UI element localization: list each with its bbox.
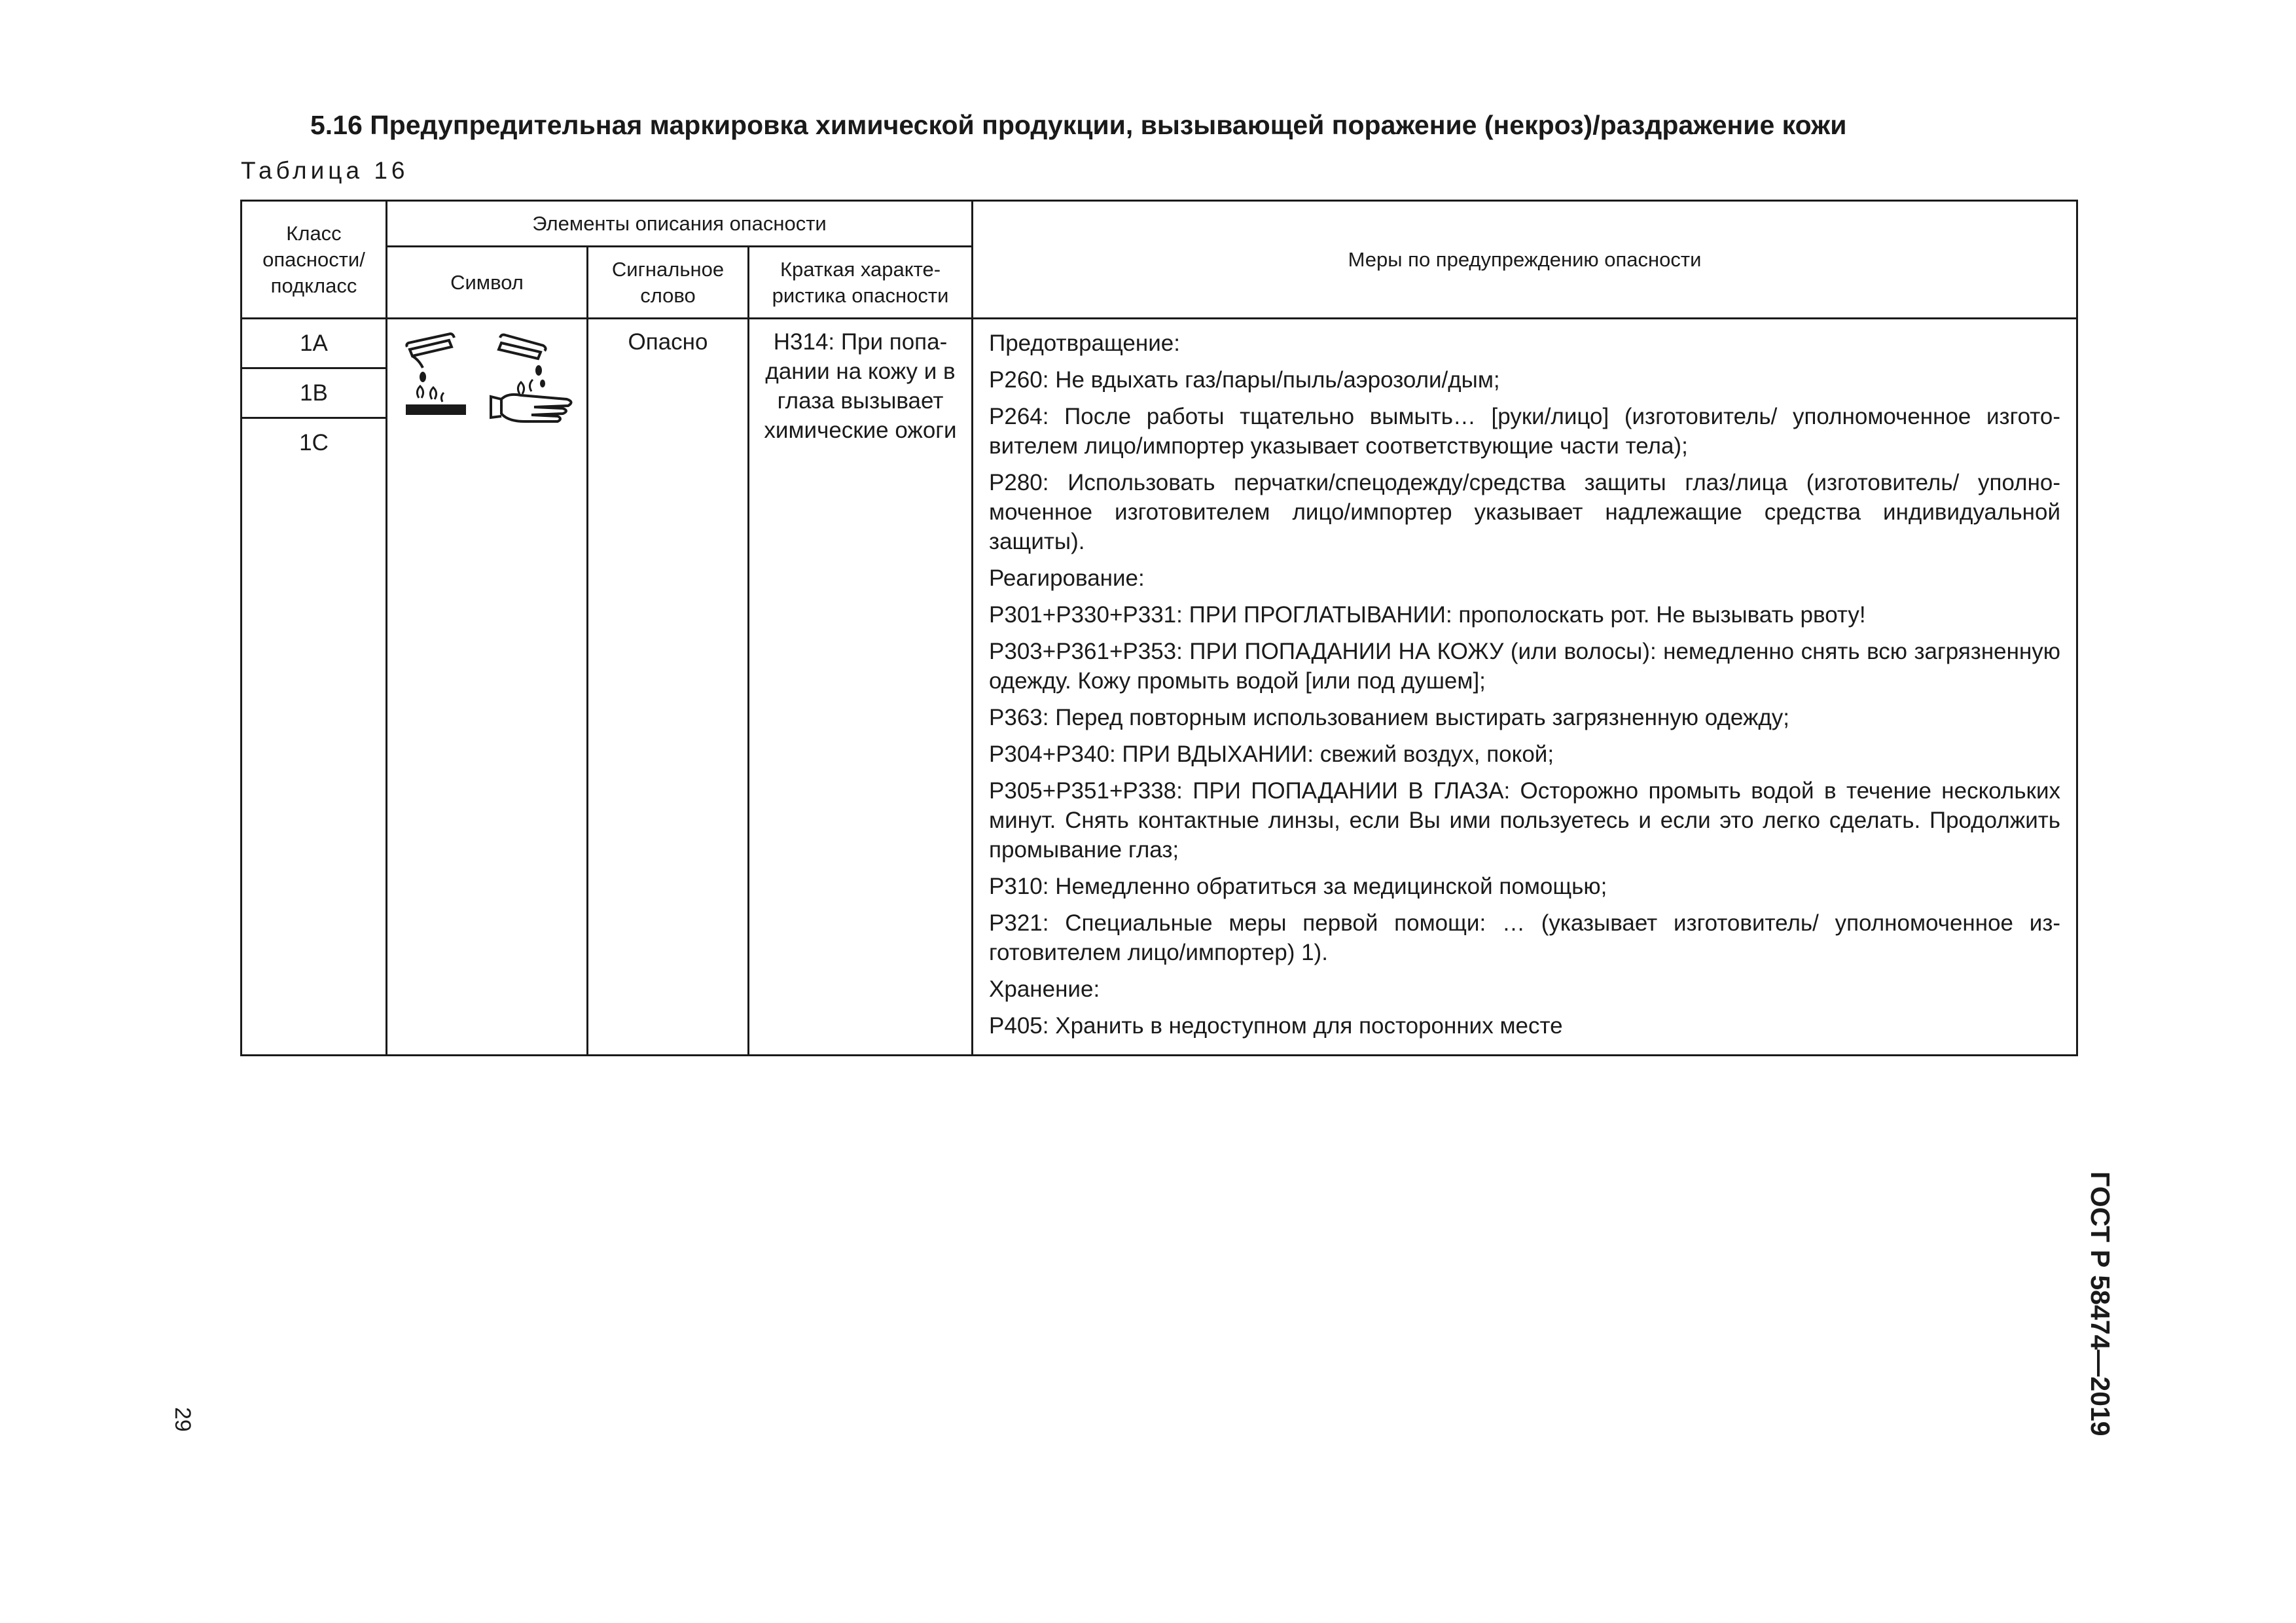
section-heading: 5.16 Предупредительная маркировка химической продукции, вызывающей поражение (некроз)/раздражение кожи xyxy=(310,110,1847,140)
header-signal-word: Сигнальное слово xyxy=(588,247,749,319)
class-cell xyxy=(242,319,387,1056)
page-number: 29 xyxy=(170,1407,195,1432)
hazard-statement-cell: Н314: При попадании на кожу и в глаза вызывает химические ожоги xyxy=(749,319,973,1056)
precaution-item: Р280: Использовать перчатки/спецодежду/средства защиты глаз/лица (изготовитель/ уполномоченное изготовителем лицо/импортер указывает надлежащие средства индивидуальной защиты). xyxy=(989,470,2061,554)
header-symbol: Символ xyxy=(387,247,588,319)
header-precautions: Меры по предупреждению опасности xyxy=(973,201,2077,319)
precaution-item: Предотвращение: xyxy=(989,330,1180,356)
precaution-item: Р304+Р340: ПРИ ВДЫХАНИИ: свежий воздух, покой; xyxy=(989,741,1554,767)
symbol-cell xyxy=(387,319,588,1056)
precaution-item: Р405: Хранить в недоступном для посторонних месте xyxy=(989,1013,1563,1039)
class-item: 1A xyxy=(242,319,386,369)
precaution-item: Р363: Перед повторным использованием выстирать загрязненную одежду; xyxy=(989,705,1790,730)
precaution-item: Реагирование: xyxy=(989,565,1145,591)
signal-word-cell: Опасно xyxy=(588,319,749,1056)
class-list xyxy=(242,319,386,467)
precautions-list xyxy=(989,329,2060,1041)
precaution-item: Р310: Немедленно обратиться за медицинской помощью; xyxy=(989,874,1607,899)
precaution-item: Р264: После работы тщательно вымыть… [руки/лицо] (изготовитель/ уполномоченное изготовителем лицо/импортер указывает соответствующие части тела); xyxy=(989,404,2061,459)
corrosion-icon xyxy=(403,331,580,423)
precaution-item: Р305+Р351+Р338: ПРИ ПОПАДАНИИ В ГЛАЗА: Осторожно промыть водой в течение нескольких минут. Снять контактные линзы, если Вы ими пользуетесь и если это легко сделать. Продолжить промывание глаз; xyxy=(989,778,2061,863)
precaution-item: Хранение: xyxy=(989,976,1100,1002)
precaution-item: Р303+Р361+Р353: ПРИ ПОПАДАНИИ НА КОЖУ (или волосы): немедленно снять всю загрязненную одежду. Кожу промыть водой [или под душем]; xyxy=(989,639,2061,694)
table-caption: Таблица 16 xyxy=(241,157,409,184)
precaution-item: Р301+Р330+Р331: ПРИ ПРОГЛАТЫВАНИИ: прополоскать рот. Не вызывать рвоту! xyxy=(989,602,1866,628)
standard-code: ГОСТ Р 58474—2019 xyxy=(2085,1171,2115,1436)
precautions-cell xyxy=(973,319,2077,1056)
precaution-item: Р321: Специальные меры первой помощи: … (указывает изготовитель/ уполномоченное изготовителем лицо/импортер) 1). xyxy=(989,910,2061,965)
header-elements-group: Элементы описания опасности xyxy=(387,201,973,247)
hazard-table xyxy=(240,200,2076,1067)
header-class: Класс опасности/ подкласс xyxy=(242,201,387,319)
precaution-item: Р260: Не вдыхать газ/пары/пыль/аэрозоли/дым; xyxy=(989,367,1500,393)
class-item: 1C xyxy=(299,430,329,455)
class-item: 1B xyxy=(242,369,386,419)
header-hazard-statement: Краткая характеристика опасности xyxy=(749,247,973,319)
